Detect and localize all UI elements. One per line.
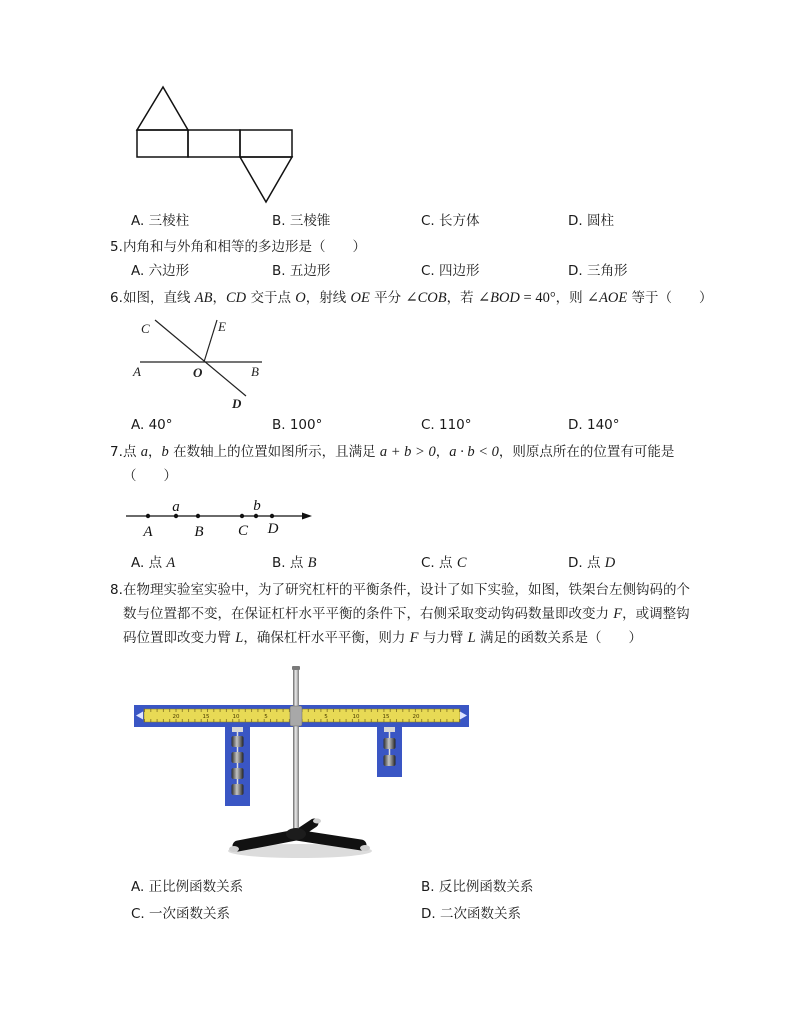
q8-stem-seg: ，或调整钩	[622, 606, 690, 622]
value-b-label: b	[253, 498, 261, 514]
q8-stem-seg: 满足的函数关系是（ ）	[475, 630, 642, 646]
q7-option-c-point: C	[456, 555, 467, 571]
angle-figure	[130, 315, 270, 413]
q6-number: 6.	[110, 290, 123, 306]
q8-stem-math: L	[235, 630, 244, 646]
q8-option-c: C. 一次函数关系	[131, 906, 231, 922]
q6-option-a: A. 40°	[131, 417, 173, 433]
q5-option-d: D. 三角形	[568, 263, 628, 279]
q7-stem-seg: 点	[123, 444, 141, 460]
q5-option-b: B. 五边形	[272, 263, 331, 279]
q4-option-b: B. 三棱锥	[272, 213, 331, 229]
point-d-dot	[270, 514, 274, 518]
q7-number: 7.	[110, 444, 123, 460]
q6-stem-math: O	[295, 290, 306, 306]
q4-option-c: C. 长方体	[421, 213, 480, 229]
lever-apparatus-figure	[130, 664, 475, 866]
value-b-dot	[254, 514, 258, 518]
q6-stem	[110, 289, 713, 307]
tripod-right-foot	[360, 845, 370, 851]
q8-stem-seg: 与力臂	[418, 630, 468, 646]
q8-stem-math: F	[409, 630, 419, 646]
q6-stem-math: ∠AOE	[586, 290, 628, 306]
q6-option-d: D. 140°	[568, 417, 620, 433]
q7-stem-math: a	[140, 444, 149, 460]
q7-stem-seg: ，	[148, 444, 162, 460]
tripod-hub	[286, 828, 306, 840]
q8-option-a: A. 正比例函数关系	[131, 879, 244, 895]
q7-option-c	[421, 554, 466, 572]
q6-option-c: C. 110°	[421, 417, 472, 433]
point-d-label: D	[267, 521, 279, 537]
q8-stem-math: F	[613, 606, 623, 622]
q7-stem-seg: ，则原点所在的位置有可能是	[498, 444, 675, 460]
q6-stem-math: AB	[194, 290, 213, 306]
value-a-label: a	[172, 499, 180, 515]
ruler-label: 5	[264, 714, 268, 720]
q7-option-d-point: D	[604, 555, 616, 571]
right-hanger	[384, 727, 395, 732]
q8-stem-seg: 码位置即改变力臂	[123, 630, 236, 646]
q7-stem-line2: （ ）	[123, 468, 177, 484]
q7-option-a-point: A	[166, 555, 176, 571]
q7-stem-line1	[110, 443, 674, 461]
q7-stem-math: a + b > 0	[379, 444, 436, 460]
ruler-label: 5	[324, 714, 328, 720]
q6-stem-seg: 平分	[369, 290, 406, 306]
q6-stem-math: CD	[226, 290, 247, 306]
point-c-label: C	[237, 523, 249, 539]
q7-option-b-point: B	[307, 555, 317, 571]
q5-option-a: A. 六边形	[131, 263, 190, 279]
q8-option-d: D. 二次函数关系	[421, 906, 521, 922]
line-cd	[155, 320, 246, 396]
q4-option-d: D. 圆柱	[568, 213, 614, 229]
q7-stem-seg: ，	[435, 444, 450, 460]
prism-net-face-3	[240, 130, 292, 157]
label-d: D	[232, 396, 242, 411]
tripod-left-foot	[229, 846, 239, 852]
ruler-label: 10	[232, 714, 240, 720]
ruler-label: 20	[412, 714, 420, 720]
pole-top-cap	[292, 666, 300, 670]
label-a: A	[133, 364, 141, 379]
q6-stem-math: ∠COB	[405, 290, 447, 306]
q8-stem-line2	[123, 605, 690, 623]
q7-option-b	[272, 554, 317, 572]
q5-stem-text: 内角和与外角和相等的多边形是（ ）	[123, 239, 366, 255]
prism-net-face-1	[137, 130, 188, 157]
point-c-dot	[240, 514, 244, 518]
q6-stem-seg: 交于点	[246, 290, 296, 306]
q8-stem-seg: ，确保杠杆水平平衡，则力	[243, 630, 410, 646]
q6-stem-math: ∠BOD	[477, 290, 520, 306]
prism-net-figure	[132, 82, 298, 208]
q6-stem-seg: ，则	[555, 290, 587, 306]
q8-stem-math: L	[467, 630, 476, 646]
q6-option-b: B. 100°	[272, 417, 323, 433]
tripod-right-leg	[296, 835, 361, 845]
q7-stem-math: a · b < 0	[449, 444, 499, 460]
q5-option-c: C. 四边形	[421, 263, 480, 279]
q5-number: 5.	[110, 239, 123, 255]
ruler-label: 20	[172, 714, 180, 720]
q6-stem-seg: 如图，直线	[123, 290, 195, 306]
q6-stem-seg: 等于（ ）	[627, 290, 713, 306]
q7-option-a	[131, 554, 175, 572]
q8-stem-line1	[110, 581, 690, 599]
prism-net-face-2	[188, 130, 240, 157]
q6-stem-seg: ，射线	[305, 290, 351, 306]
point-b-label: B	[194, 524, 204, 540]
label-o: O	[193, 365, 203, 380]
ruler-label: 15	[202, 714, 210, 720]
q6-stem-math: OE	[350, 290, 370, 306]
q4-option-a: A. 三棱柱	[131, 213, 190, 229]
label-c: C	[141, 321, 150, 336]
point-b-dot	[196, 514, 200, 518]
q7-option-d-text: D. 点	[568, 555, 605, 571]
prism-net-bottom-triangle	[240, 157, 292, 202]
q8-number: 8.	[110, 582, 123, 598]
ruler-label: 10	[352, 714, 360, 720]
q7-stem-seg: 在数轴上的位置如图所示，且满足	[168, 444, 380, 460]
left-hanger	[232, 727, 243, 732]
q8-stem-line3	[123, 629, 642, 647]
q6-stem-math: = 40°	[519, 290, 556, 306]
q7-stem-math: b	[161, 444, 169, 460]
point-a-label: A	[143, 524, 153, 540]
number-line-figure	[120, 492, 316, 540]
q8-stem-seg: 数与位置都不变，在保证杠杆水平平衡的条件下，右侧采取变动钩码数量即改变力	[123, 606, 614, 622]
q7-option-b-text: B. 点	[272, 555, 308, 571]
lever-clamp	[290, 706, 302, 726]
q6-stem-seg: ，	[212, 290, 227, 306]
q7-option-a-text: A. 点	[131, 555, 167, 571]
q7-option-d	[568, 554, 615, 572]
label-e: E	[218, 319, 226, 334]
tripod-back-foot	[313, 819, 321, 824]
label-b: B	[251, 364, 259, 379]
number-line-arrow-icon	[302, 513, 312, 520]
q5-stem	[110, 238, 366, 256]
ray-oe	[204, 320, 217, 362]
point-a-dot	[146, 514, 150, 518]
stand-pole	[293, 668, 299, 834]
q7-option-c-text: C. 点	[421, 555, 457, 571]
q8-option-b: B. 反比例函数关系	[421, 879, 534, 895]
prism-net-top-triangle	[137, 87, 188, 130]
q6-stem-seg: ，若	[446, 290, 478, 306]
q8-stem-seg: 在物理实验室实验中，为了研究杠杆的平衡条件，设计了如下实验，如图，铁架台左侧钩码的个	[123, 582, 690, 598]
ruler-label: 15	[382, 714, 390, 720]
